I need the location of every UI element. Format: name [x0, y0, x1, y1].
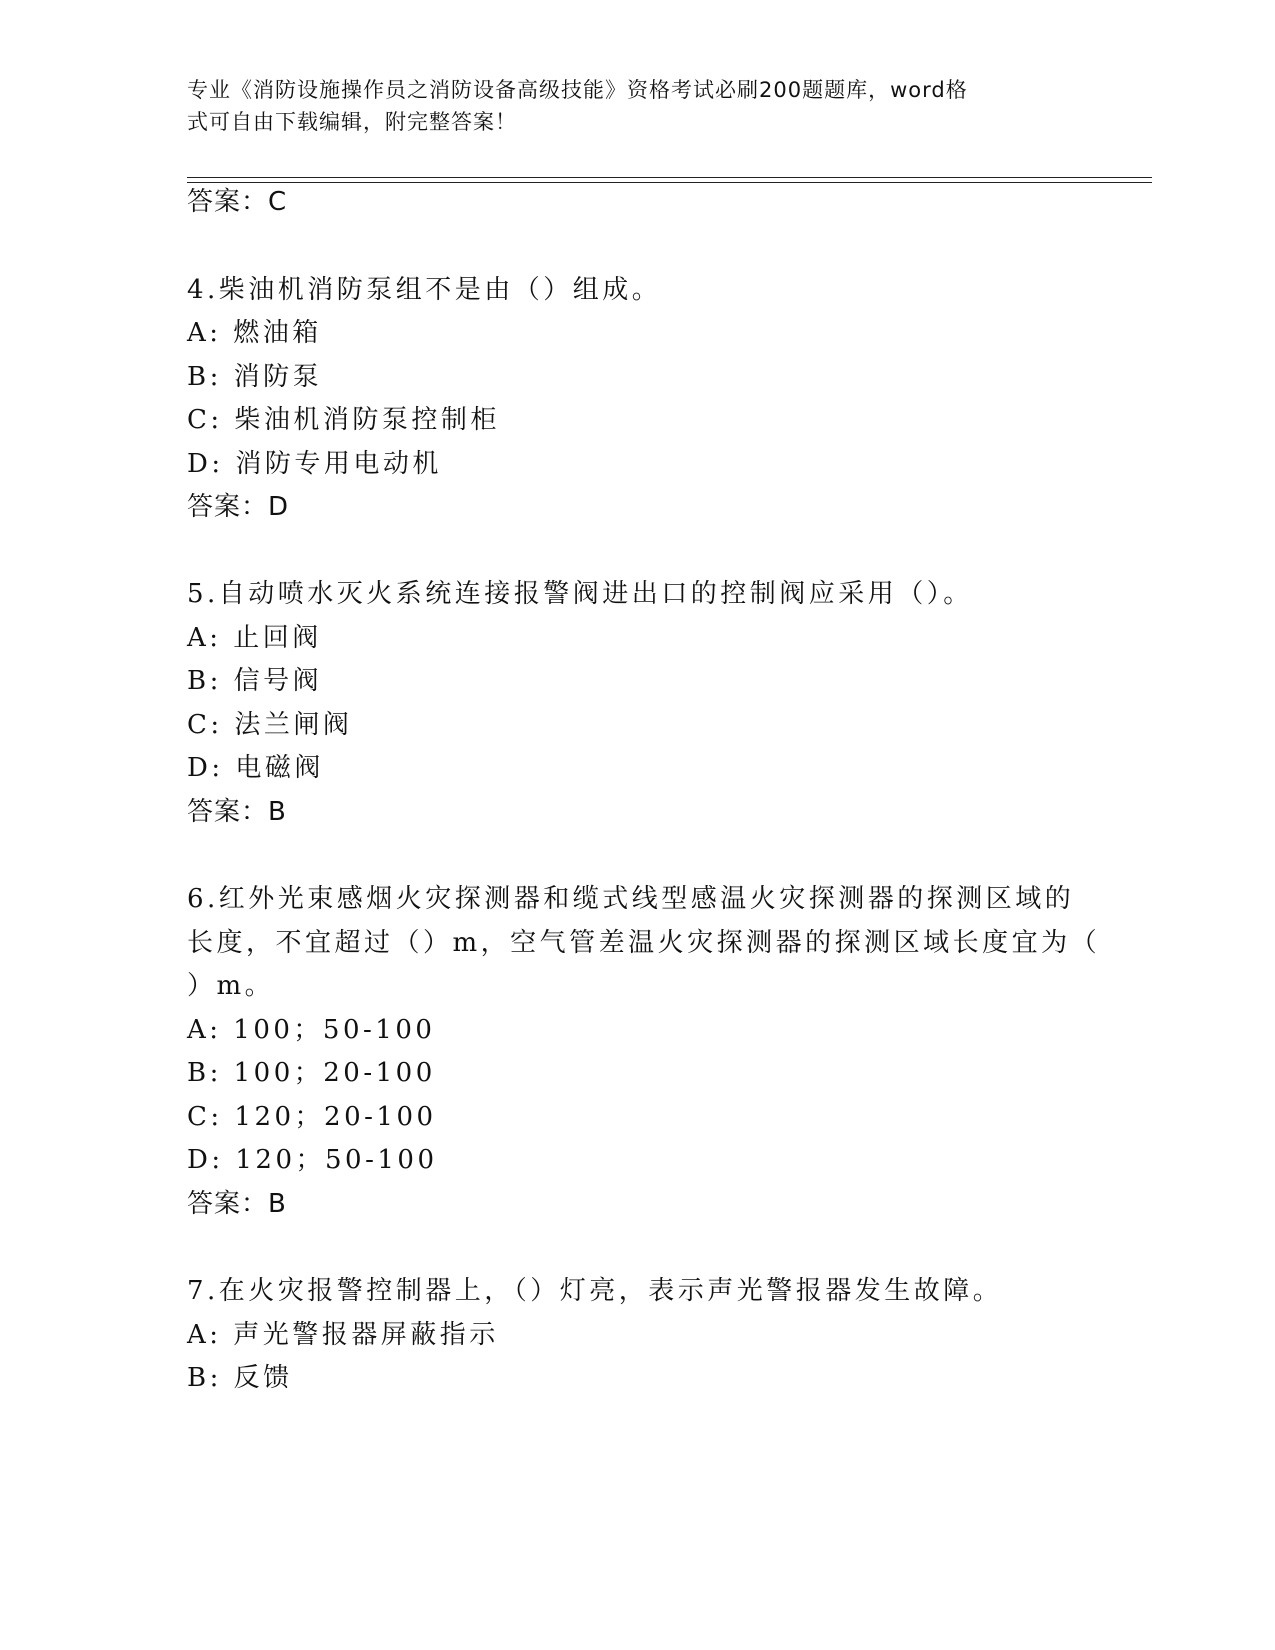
question-6-stem-line-3: ）m。 [187, 971, 275, 1001]
question-5-option-b: B: 信号阀 [187, 666, 323, 696]
question-4-option-c: C: 柴油机消防泵控制柜 [187, 405, 500, 435]
header-line-1: 专业《消防设施操作员之消防设备高级技能》资格考试必刷200题题库，word格 [187, 78, 968, 102]
question-6-option-d: D: 120；50-100 [187, 1145, 438, 1175]
header-divider-top [187, 177, 1152, 178]
question-6-option-a: A: 100；50-100 [187, 1015, 436, 1045]
question-6-answer: 答案：B [187, 1189, 287, 1219]
question-4-stem: 4.柴油机消防泵组不是由（）组成。 [187, 275, 662, 305]
question-4-option-d: D: 消防专用电动机 [187, 449, 442, 479]
header-line-2: 式可自由下载编辑，附完整答案！ [187, 110, 517, 134]
question-4-option-a: A: 燃油箱 [187, 318, 322, 348]
question-5-option-a: A: 止回阀 [187, 623, 322, 653]
question-7-stem: 7.在火灾报警控制器上，（）灯亮，表示声光警报器发生故障。 [187, 1276, 1003, 1306]
previous-answer: 答案：C [187, 187, 288, 217]
question-5-answer: 答案：B [187, 797, 287, 827]
header-divider-bottom [187, 182, 1152, 183]
question-6-stem-line-2: 长度，不宜超过（）m，空气管差温火灾探测器的探测区域长度宜为（ [187, 928, 1101, 958]
question-5-stem: 5.自动喷水灭火系统连接报警阀进出口的控制阀应采用（）。 [187, 579, 973, 609]
question-6-stem-line-1: 6.红外光束感烟火灾探测器和缆式线型感温火灾探测器的探测区域的 [187, 884, 1075, 914]
question-4-option-b: B: 消防泵 [187, 362, 323, 392]
question-6-option-c: C: 120；20-100 [187, 1102, 437, 1132]
question-4-answer: 答案：D [187, 492, 290, 522]
question-7-option-b: B: 反馈 [187, 1363, 293, 1393]
question-6-option-b: B: 100；20-100 [187, 1058, 436, 1088]
document-header [187, 74, 1087, 138]
question-5-option-c: C: 法兰闸阀 [187, 710, 353, 740]
question-5-option-d: D: 电磁阀 [187, 753, 324, 783]
question-7-option-a: A: 声光警报器屏蔽指示 [187, 1320, 499, 1350]
